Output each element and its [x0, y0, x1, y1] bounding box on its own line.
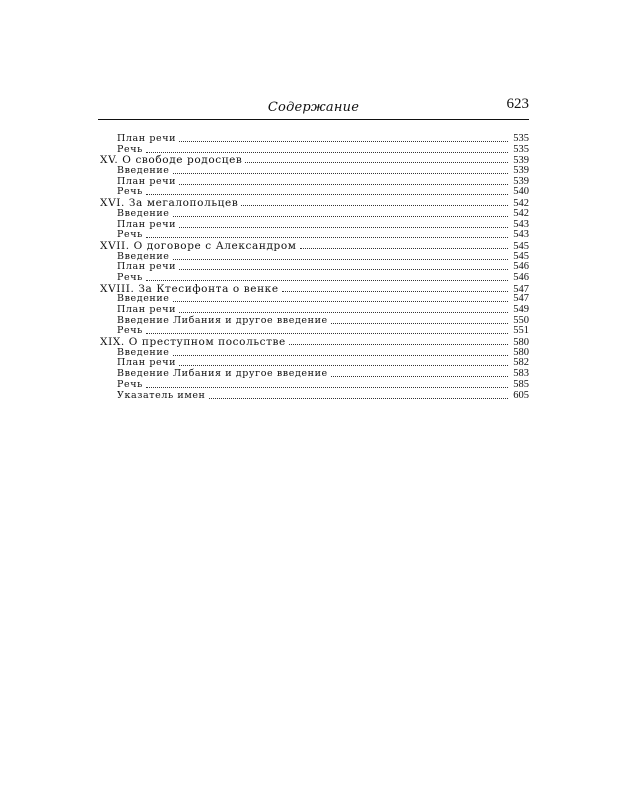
dot-leader — [146, 326, 508, 334]
toc-entry-label: Речь — [117, 229, 143, 241]
toc-entry-page: 542 — [513, 198, 529, 210]
toc-entry-label: План речи — [117, 357, 177, 369]
toc-entry — [100, 391, 529, 402]
dot-leader — [173, 294, 508, 302]
dot-leader — [209, 391, 509, 399]
toc-entry-page: 546 — [513, 261, 529, 273]
toc-entry-page: 545 — [513, 240, 529, 252]
dot-leader — [300, 241, 508, 249]
toc-entry-page: 582 — [513, 357, 529, 369]
toc-entry-label: Введение — [117, 250, 170, 262]
toc-entry-label: XVIII. За Ктесифонта о венке — [100, 282, 279, 295]
toc-entry — [100, 177, 529, 188]
toc-entry-page: 605 — [513, 389, 529, 401]
toc-entry — [100, 369, 529, 380]
dot-leader — [289, 337, 508, 345]
toc-entry-page: 540 — [513, 186, 529, 198]
dot-leader — [179, 305, 508, 313]
toc-entry-label: План речи — [117, 218, 177, 230]
dot-leader — [173, 166, 508, 174]
toc-entry-page: 549 — [513, 304, 529, 315]
toc-entry-label: Речь — [117, 325, 143, 337]
toc-entry-page: 543 — [513, 229, 529, 241]
toc-entry-page: 543 — [513, 218, 529, 230]
dot-leader — [173, 348, 508, 356]
toc-entry-label: Введение Либания и другое введение — [117, 368, 328, 380]
dot-leader — [241, 198, 508, 206]
dot-leader — [179, 134, 508, 142]
toc-entry-page: 580 — [513, 346, 529, 358]
dot-leader — [282, 284, 508, 292]
toc-entry-label: Введение — [117, 293, 170, 305]
dot-leader — [245, 155, 508, 163]
dot-leader — [331, 369, 508, 377]
page-header — [98, 96, 529, 118]
toc-entry — [100, 134, 529, 145]
dot-leader — [179, 177, 508, 185]
toc-entry-label: План речи — [117, 133, 177, 144]
toc-entry — [100, 262, 529, 273]
toc-entry-page: 547 — [513, 293, 529, 305]
dot-leader — [179, 262, 508, 270]
toc-entry-label: Указатель имен — [117, 389, 206, 401]
toc-entry-label: Речь — [117, 143, 143, 155]
toc-entry-label: План речи — [117, 175, 177, 187]
toc-entry-label: План речи — [117, 304, 177, 315]
toc-entry-label: Речь — [117, 378, 143, 390]
toc-entry-page: 535 — [513, 133, 529, 144]
toc-entry-page: 580 — [513, 337, 529, 349]
dot-leader — [179, 358, 508, 366]
toc-entry-label: Введение — [117, 207, 170, 219]
toc-entry-label: XVII. О договоре с Александром — [100, 239, 297, 252]
toc-entry-label: Введение Либания и другое введение — [117, 314, 328, 326]
toc-entry-label: Введение — [117, 346, 170, 358]
toc-entry-label: Введение — [117, 165, 170, 177]
toc-entry-page: 585 — [513, 378, 529, 390]
dot-leader — [146, 380, 508, 388]
toc-entry — [100, 316, 529, 327]
toc-entry-page: 535 — [513, 143, 529, 155]
dot-leader — [331, 316, 508, 324]
page-number: 623 — [506, 96, 529, 112]
toc-entry-page: 551 — [513, 325, 529, 337]
dot-leader — [146, 145, 508, 153]
toc-entry-label: План речи — [117, 261, 177, 273]
toc-section-entry — [100, 241, 529, 252]
toc-entry-label: Речь — [117, 271, 143, 283]
dot-leader — [146, 187, 508, 195]
toc-entry — [100, 209, 529, 220]
toc-entry-page: 550 — [513, 314, 529, 326]
toc-entry-page: 539 — [513, 155, 529, 167]
dot-leader — [173, 209, 508, 217]
toc-entry-page: 583 — [513, 368, 529, 380]
toc-entry — [100, 380, 529, 391]
toc-entry-label: XV. О свободе родосцев — [100, 154, 243, 167]
dot-leader — [179, 220, 508, 228]
dot-leader — [173, 252, 508, 260]
toc-entry-page: 542 — [513, 207, 529, 219]
toc-entry-page: 539 — [513, 165, 529, 177]
running-title: Содержание — [267, 100, 360, 115]
toc-entry-page: 547 — [513, 283, 529, 295]
toc-entry-label: XVI. За мегалопольцев — [100, 197, 239, 210]
header-rule — [98, 119, 529, 120]
toc-entry-page: 546 — [513, 271, 529, 283]
toc-entry — [100, 220, 529, 231]
toc-entry-label: Речь — [117, 186, 143, 198]
toc-entry-page: 539 — [513, 175, 529, 187]
toc-entry-label: XIX. О преступном посольстве — [100, 336, 286, 349]
dot-leader — [146, 230, 508, 238]
toc-entry-page: 545 — [513, 250, 529, 262]
table-of-contents — [100, 134, 529, 401]
dot-leader — [146, 273, 508, 281]
